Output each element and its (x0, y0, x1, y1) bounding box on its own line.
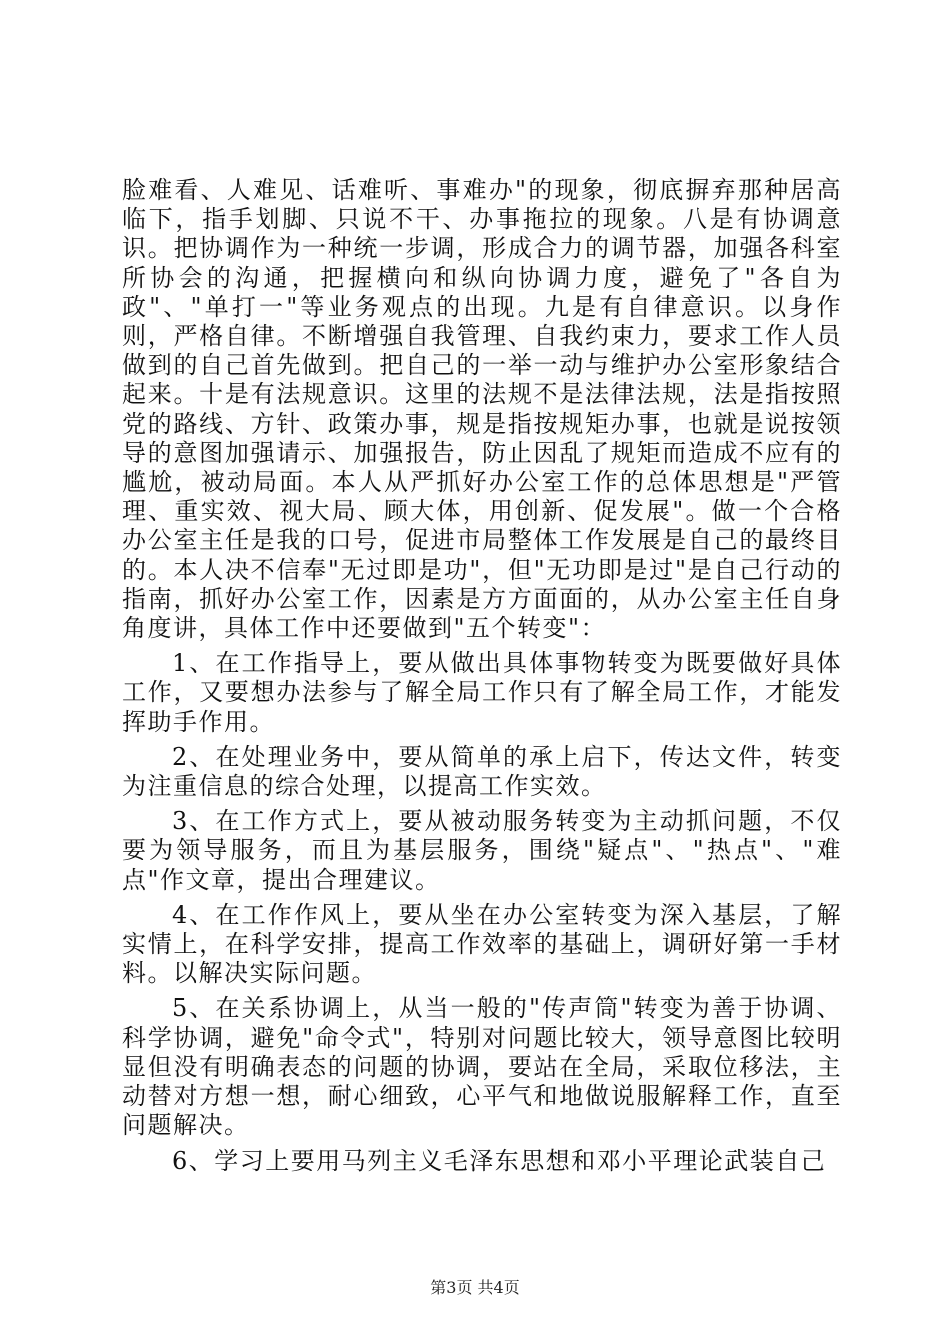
document-body (122, 176, 842, 1182)
paragraph-continuation: 脸难看、人难见、话难听、事难办"的现象，彻底摒弃那种居高临下，指手划脚、只说不干、办事拖拉的现象。八是有协调意识。把协调作为一种统一步调，形成合力的调节器，加强各科室所协会的沟通，把握横向和纵向协调力度，避免了"各自为政"、"单打一"等业务观点的出现。九是有自律意识。以身作则，严格自律。不断增强自我管理、自我约束力，要求工作人员做到的自己首先做到。把自己的一举一动与维护办公室形象结合起来。十是有法规意识。这里的法规不是法律法规，法是指按照党的路线、方针、政策办事，规是指按规矩办事，也就是说按领导的意图加强请示、加强报告，防止因乱了规矩而造成不应有的尴尬，被动局面。本人从严抓好办公室工作的总体思想是"严管理、重实效、视大局、顾大体，用创新、促发展"。做一个合格办公室主任是我的口号，促进市局整体工作发展是自己的最终目的。本人决不信奉"无过即是功"，但"无功即是过"是自己行动的指南，抓好办公室工作，因素是方方面面的，从办公室主任自身角度讲，具体工作中还要做到"五个转变"： (122, 176, 842, 643)
paragraph-item-5: 5、在关系协调上，从当一般的"传声筒"转变为善于协调、科学协调，避免"命令式"，特别对问题比较大，领导意图比较明显但没有明确表态的问题的协调，要站在全局，采取位移法，主动替对方想一想，耐心细致，心平气和地做说服解释工作，直至问题解决。 (122, 994, 842, 1140)
paragraph-item-6: 6、学习上要用马列主义毛泽东思想和邓小平理论武装自己 (172, 1146, 827, 1175)
page-number-footer: 第3页 共4页 (430, 1278, 520, 1297)
paragraph-item-1: 1、在工作指导上，要从做出具体事物转变为既要做好具体工作，又要想办法参与了解全局工作只有了解全局工作，才能发挥助手作用。 (122, 649, 842, 736)
paragraph-item-4: 4、在工作作风上，要从坐在办公室转变为深入基层，了解实情上，在科学安排，提高工作效率的基础上，调研好第一手材料。以解决实际问题。 (122, 900, 842, 988)
paragraph-item-3: 3、在工作方式上，要从被动服务转变为主动抓问题，不仅要为领导服务，而且为基层服务，围绕"疑点"、"热点"、"难点"作文章，提出合理建议。 (122, 807, 842, 894)
paragraph-item-2: 2、在处理业务中，要从简单的承上启下，传达文件，转变为注重信息的综合处理，以提高工作实效。 (122, 742, 842, 801)
